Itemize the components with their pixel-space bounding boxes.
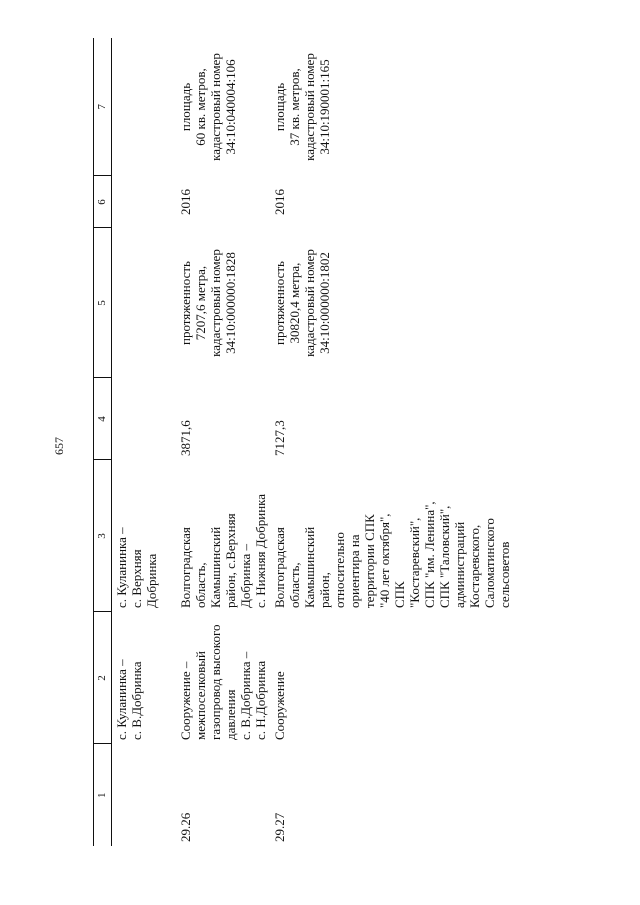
parameters-cell [270, 228, 514, 378]
cell-line: сельсоветов [496, 541, 512, 608]
cell-line: Камышинский [207, 526, 223, 608]
cell-line: "Костаревский", [406, 517, 422, 608]
cell-line: кадастровый номер [207, 249, 223, 357]
cell-line: Сооружение [271, 671, 287, 740]
table-row [112, 38, 176, 846]
property-table [93, 38, 514, 846]
cell-line: протяженность [271, 261, 287, 345]
cell-line: "40 лет октября", [376, 513, 392, 608]
cell-line: с. Нижняя Добринка [252, 493, 268, 608]
cell-line: с. Верхняя [129, 549, 144, 608]
row-number-cell: 29.27 [271, 812, 287, 842]
address-cell [270, 460, 514, 612]
column-header: 2 [94, 612, 112, 744]
cell-line: с. В.Добринка [129, 661, 144, 740]
table-header-row [94, 38, 112, 846]
land-plot-cell [270, 38, 514, 176]
cell-line: площадь [271, 82, 287, 132]
column-header: 1 [94, 744, 112, 846]
cell-line: площадь [177, 82, 193, 132]
cell-line: 30820,4 метра, [286, 262, 302, 344]
value-cell: 3871,6 [177, 420, 193, 456]
cell-line: межпоселковый [192, 651, 208, 740]
column-header: 6 [94, 176, 112, 228]
cell-line: кадастровый номер [301, 53, 317, 161]
cell-line: территории СПК [361, 514, 377, 608]
cell-line: 34:10:000000:1828 [222, 252, 238, 354]
cell-line: СПК [391, 581, 407, 608]
cell-line: 34:10:040004:106 [222, 59, 238, 155]
page-number: 657 [52, 437, 66, 455]
cell-line: 34:10:000000:1802 [316, 252, 332, 354]
table-row [270, 38, 514, 846]
cell-line: давления [222, 689, 238, 740]
cell-line: администраций [451, 521, 467, 608]
cell-line: 37 кв. метров, [286, 68, 302, 146]
column-header: 3 [94, 460, 112, 612]
cell-line: 7207,6 метра, [192, 265, 208, 341]
cell-line: СПК "им. Ленина", [421, 501, 437, 608]
parameters-cell [112, 228, 176, 378]
cell-line: Волгоградская [271, 527, 287, 608]
cell-line: с. Куланинка – [114, 659, 129, 740]
cell-line: Добринка [144, 553, 159, 608]
row-number-cell: 29.26 [177, 812, 193, 842]
object-name-cell [176, 612, 270, 744]
land-plot-cell [176, 38, 270, 176]
cell-line: Добринка – [237, 543, 253, 608]
cell-line: 60 кв. метров, [192, 68, 208, 146]
column-header: 4 [94, 378, 112, 460]
cell-line: 34:10:190001:165 [316, 59, 332, 155]
address-cell [112, 460, 176, 612]
cell-line: газопровод высокого [207, 624, 223, 740]
year-cell: 2016 [177, 189, 193, 215]
cell-line: район, [316, 572, 332, 608]
cell-line: Волгоградская [177, 527, 193, 608]
year-cell [112, 176, 176, 228]
parameters-cell [176, 228, 270, 378]
cell-line: Камышинский [301, 526, 317, 608]
value-cell: 7127,3 [271, 420, 287, 456]
column-header: 5 [94, 228, 112, 378]
cell-line: область, [286, 562, 302, 608]
cell-line: с. В.Добринка – [237, 651, 253, 740]
cell-line: область, [192, 562, 208, 608]
cell-line: с. Куланинка – [114, 527, 129, 608]
cell-line: Сооружение – [177, 661, 193, 740]
table-container [93, 38, 589, 846]
cell-line: протяженность [177, 261, 193, 345]
cell-line: кадастровый номер [207, 53, 223, 161]
cell-line: относительно [331, 532, 347, 608]
year-cell: 2016 [271, 189, 287, 215]
cell-line: ориентира на [346, 534, 362, 608]
table-row [176, 38, 270, 846]
cell-line: СПК "Таловский", [436, 505, 452, 608]
cell-line: район, с.Верхняя [222, 513, 238, 608]
row-number-cell [112, 744, 176, 846]
object-name-cell [270, 612, 514, 744]
column-header: 7 [94, 38, 112, 176]
cell-line: кадастровый номер [301, 249, 317, 357]
object-name-cell [112, 612, 176, 744]
address-cell [176, 460, 270, 612]
value-cell [112, 378, 176, 460]
cell-line: Саломатинского [481, 518, 497, 608]
land-plot-cell [112, 38, 176, 176]
cell-line: Костаревского, [466, 524, 482, 608]
cell-line: с. Н.Добринка [252, 660, 268, 740]
